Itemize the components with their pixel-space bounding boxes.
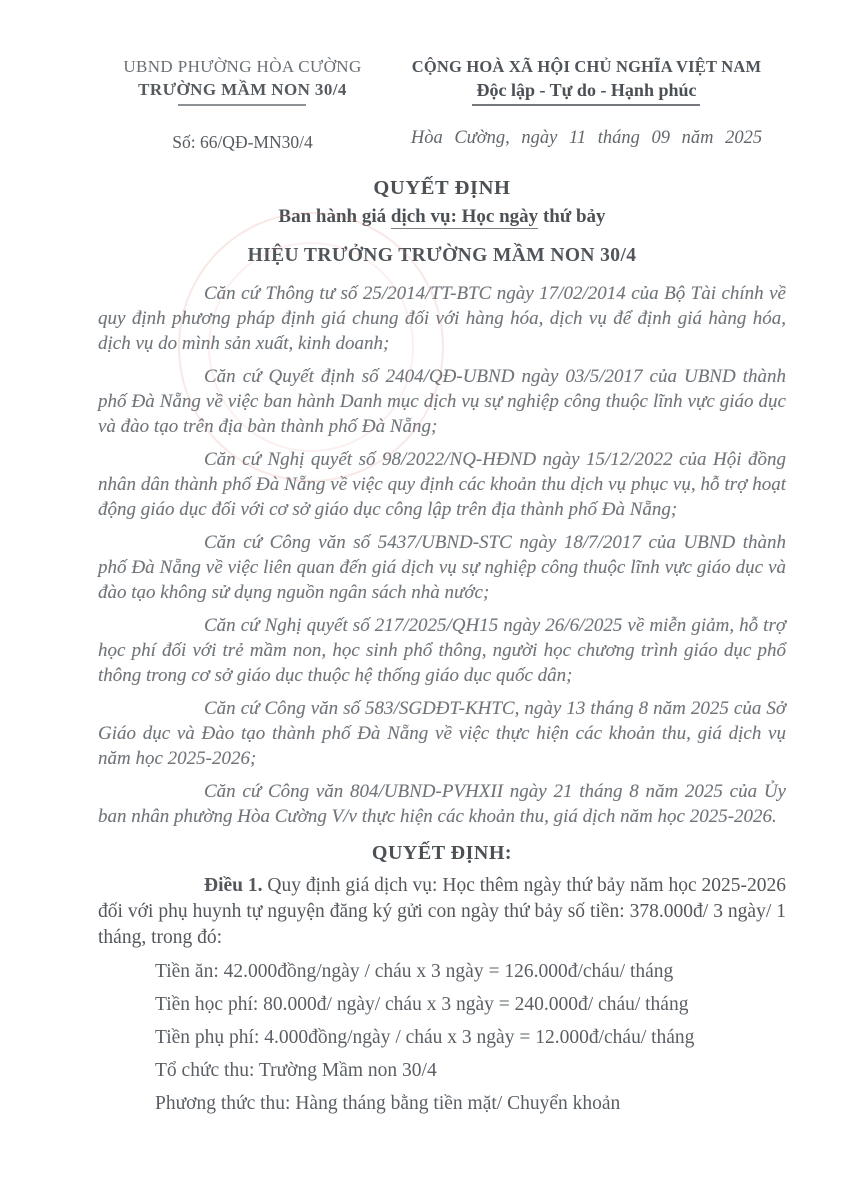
issuing-org-block [98, 56, 387, 153]
recital-paragraph: Căn cứ Công văn số 583/SGDĐT-KHTC, ngày 13 tháng 8 năm 2025 của Sở Giáo dục và Đào tạo thành phố Đà Nẵng về việc thực hiện các khoản thu, giá dịch vụ năm học 2025-2026; [98, 698, 786, 769]
fee-items-list [98, 960, 786, 1116]
article-1 [98, 873, 786, 951]
fee-item-collecting-org: Tổ chức thu: Trường Mầm non 30/4 [155, 1060, 437, 1081]
school-name: TRƯỜNG MẦM NON 30/4 [138, 80, 347, 99]
decision-heading: QUYẾT ĐỊNH: [371, 842, 513, 864]
place-and-date: Hòa Cường, ngày 11 tháng 09 năm 2025 [410, 128, 763, 148]
parent-org-name: UBND PHƯỜNG HÒA CƯỜNG [123, 57, 362, 76]
recitals-section [98, 281, 786, 829]
fee-item-meal: Tiền ăn: 42.000đồng/ngày / cháu x 3 ngày = 126.000đ/cháu/ tháng [155, 961, 674, 982]
fee-item-payment-method: Phương thức thu: Hàng tháng bằng tiền mặt/ Chuyển khoản [155, 1093, 621, 1114]
subtitle-prefix: Ban hành giá [278, 206, 391, 227]
national-motto: Độc lập - Tự do - Hạnh phúc [472, 78, 700, 106]
document-number: Số: 66/QĐ-MN30/4 [172, 132, 313, 152]
recital-paragraph: Căn cứ Nghị quyết số 217/2025/QH15 ngày 26/6/2025 về miễn giảm, hỗ trợ học phí đối với trẻ mầm non, học sinh phổ thông, người học chương trình giáo dục phổ thông trong cơ sở giáo dục thuộc hệ thống giáo dục quốc dân; [98, 615, 786, 686]
recital-paragraph: Căn cứ Nghị quyết số 98/2022/NQ-HĐND ngày 15/12/2022 của Hội đồng nhân dân thành phố Đà Nẵng về việc quy định các khoản thu dịch vụ phục vụ, hỗ trợ hoạt động giáo dục đối với cơ sở giáo dục công lập trên địa thành phố Đà Nẵng; [98, 449, 786, 520]
article-1-label: Điều 1. [204, 875, 263, 896]
recital-paragraph: Căn cứ Thông tư số 25/2014/TT-BTC ngày 17/02/2014 của Bộ Tài chính về quy định phương pháp định giá chung đối với hàng hóa, dịch vụ để định giá hàng hóa, dịch vụ do mình sản xuất, kinh doanh; [98, 283, 786, 354]
subtitle-underlined-part: dịch vụ: Học ngày [390, 206, 539, 227]
decision-subtitle [98, 204, 786, 229]
national-title: CỘNG HOÀ XÃ HỘI CHỦ NGHĨA VIỆT NAM [411, 57, 762, 76]
fee-item-surcharge: Tiền phụ phí: 4.000đồng/ngày / cháu x 3 ngày = 12.000đ/cháu/ tháng [155, 1027, 695, 1048]
issuer-title: HIỆU TRƯỞNG TRƯỜNG MẦM NON 30/4 [247, 245, 637, 266]
title-block [98, 176, 786, 268]
document-header [98, 56, 786, 153]
article-1-text: Quy định giá dịch vụ: Học thêm ngày thứ bảy năm học 2025-2026 đối với phụ huynh tự nguyện đăng ký gửi con ngày thứ bảy số tiền: 378.000đ/ 3 ngày/ 1 tháng, trong đó: [98, 875, 787, 948]
org-underline-rule [178, 104, 306, 106]
recital-paragraph: Căn cứ Công văn 804/UBND-PVHXII ngày 21 tháng 8 năm 2025 của Ủy ban nhân phường Hòa Cường V/v thực hiện các khoản thu, giá dịch năm học 2025-2026. [98, 781, 786, 827]
recital-paragraph: Căn cứ Quyết định số 2404/QĐ-UBND ngày 03/5/2017 của UBND thành phố Đà Nẵng về việc ban hành Danh mục dịch vụ sự nghiệp công thuộc lĩnh vực giáo dục và đào tạo trên địa bàn thành phố Đà Nẵng; [98, 366, 786, 437]
subtitle-suffix: thứ bảy [538, 206, 606, 227]
national-header-block [387, 56, 786, 153]
recital-paragraph: Căn cứ Công văn số 5437/UBND-STC ngày 18/7/2017 của UBND thành phố Đà Nẵng về việc liên quan đến giá dịch vụ sự nghiệp công thuộc lĩnh vực giáo dục và đào tạo không sử dụng nguồn ngân sách nhà nước; [98, 532, 786, 603]
decision-title: QUYẾT ĐỊNH [373, 177, 511, 199]
fee-item-tuition: Tiền học phí: 80.000đ/ ngày/ cháu x 3 ngày = 240.000đ/ cháu/ tháng [155, 994, 689, 1015]
